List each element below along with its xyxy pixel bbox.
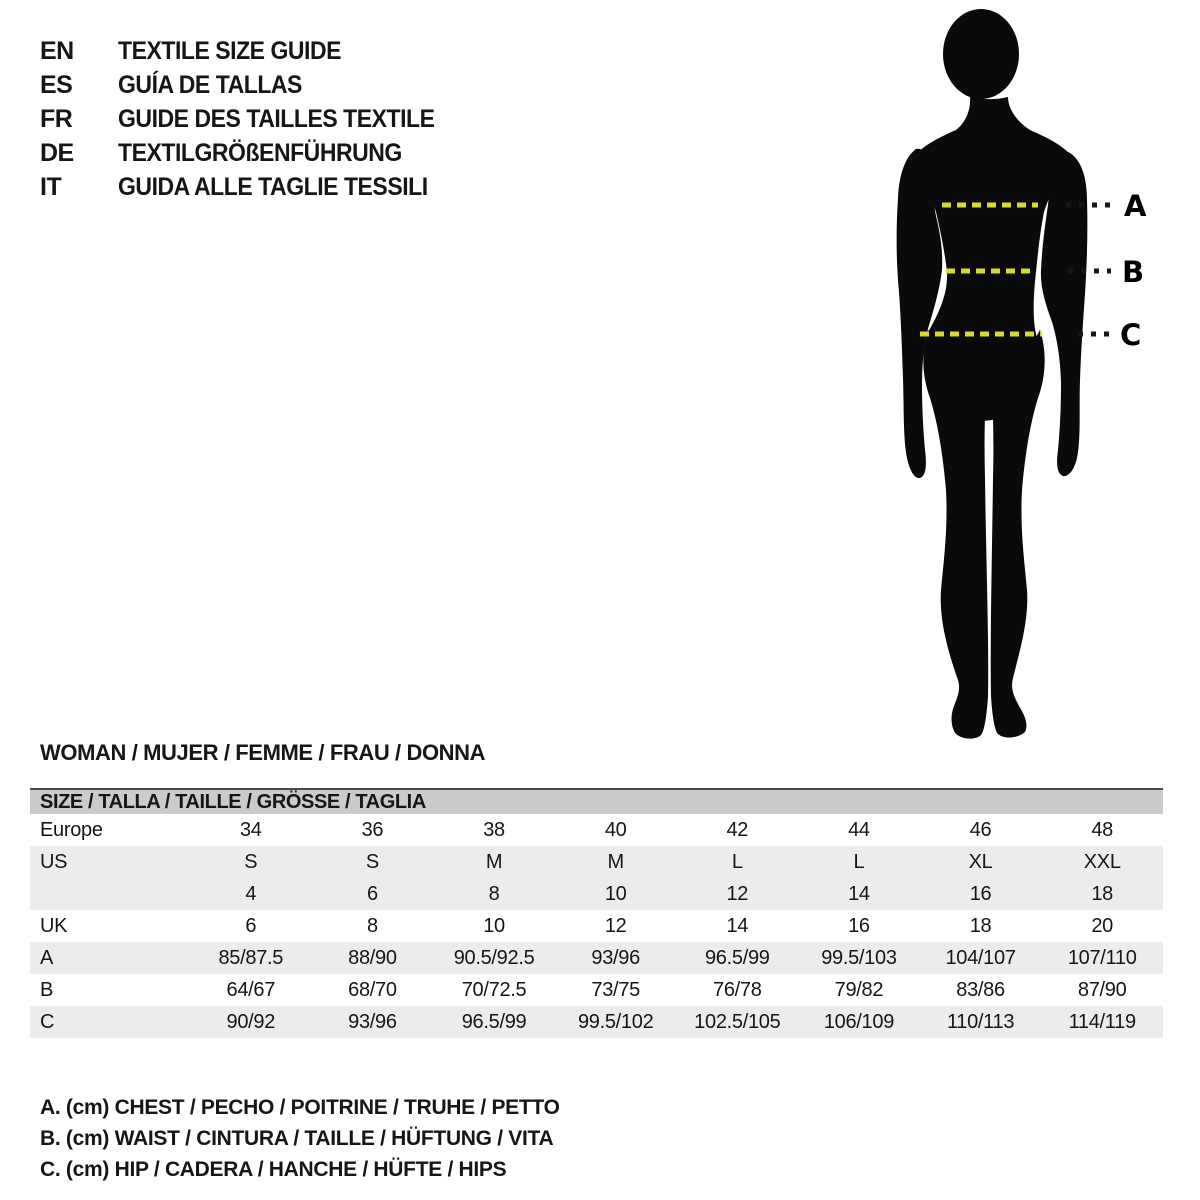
table-row: [30, 942, 1163, 974]
marker-label-a: A: [1124, 189, 1147, 223]
left-leg-shape: [923, 330, 988, 739]
table-row: [30, 878, 1163, 910]
legend-line: B. (cm) WAIST / CINTURA / TAILLE / HÜFTUNG / VITA: [40, 1127, 554, 1150]
row-label: Europe: [40, 819, 103, 841]
body-silhouette: [897, 9, 1088, 739]
size-cell: 6: [367, 883, 378, 905]
size-cell: 90.5/92.5: [453, 947, 535, 969]
size-cell: 4: [245, 883, 257, 905]
language-code-label: IT: [40, 173, 62, 201]
language-title: TEXTILGRÖßENFÜHRUNG: [118, 139, 402, 167]
language-code-label: DE: [40, 139, 74, 167]
size-cell: L: [853, 851, 865, 873]
size-cell: 14: [726, 915, 749, 937]
size-cell: 46: [969, 819, 992, 841]
marker-label-c: C: [1120, 318, 1142, 352]
row-label: C: [40, 1011, 55, 1033]
language-code-label: EN: [40, 37, 74, 65]
size-cell: 93/96: [591, 947, 640, 969]
size-cell: 83/86: [956, 979, 1005, 1001]
language-code-label: ES: [40, 71, 73, 99]
row-label: B: [40, 979, 54, 1001]
size-cell: 73/75: [591, 979, 640, 1001]
size-table-header: SIZE / TALLA / TAILLE / GRÖSSE / TAGLIA: [30, 788, 1163, 814]
head-shape: [943, 9, 1019, 99]
size-cell: 68/70: [348, 979, 397, 1001]
size-cell: 88/90: [348, 947, 397, 969]
size-cell: 10: [483, 915, 505, 937]
size-cell: 10: [604, 883, 627, 905]
size-cell: XL: [968, 851, 993, 873]
right-leg-shape: [991, 330, 1045, 738]
size-cell: 40: [604, 819, 627, 841]
size-cell: 85/87.5: [218, 947, 284, 969]
size-cell: S: [244, 851, 258, 873]
size-cell: M: [607, 851, 624, 873]
size-cell: 106/109: [823, 1011, 895, 1033]
language-title: GUIDA ALLE TAGLIE TESSILI: [118, 173, 428, 201]
title-line: [40, 102, 462, 136]
size-cell: 12: [726, 883, 749, 905]
size-cell: 44: [848, 819, 870, 841]
legend-line: A. (cm) CHEST / PECHO / POITRINE / TRUHE / PETTO: [40, 1096, 560, 1119]
size-cell: 102.5/105: [694, 1011, 781, 1033]
title-line: [40, 136, 462, 170]
language-code-label: FR: [40, 105, 73, 133]
language-title: GUÍA DE TALLAS: [118, 71, 302, 99]
size-cell: 18: [969, 915, 992, 937]
size-cell: 6: [245, 915, 257, 937]
marker-label-b: B: [1122, 255, 1145, 289]
size-cell: 34: [239, 819, 262, 841]
row-label: A: [40, 947, 54, 969]
size-cell: 99.5/103: [821, 947, 897, 969]
size-table: [30, 788, 1163, 1038]
row-label: UK: [40, 915, 68, 937]
table-row: [30, 974, 1163, 1006]
size-cell: 76/78: [713, 979, 762, 1001]
size-cell: 18: [1091, 883, 1114, 905]
figure-panel: [858, 0, 1200, 742]
size-cell: 93/96: [348, 1011, 397, 1033]
size-cell: 107/110: [1067, 947, 1137, 969]
size-cell: 36: [361, 819, 384, 841]
language-title: GUIDE DES TAILLES TEXTILE: [118, 105, 435, 133]
size-cell: 42: [726, 819, 749, 841]
size-cell: 8: [367, 915, 378, 937]
size-table-rows: [30, 814, 1163, 1038]
size-cell: 20: [1091, 915, 1114, 937]
title-line: [40, 170, 462, 204]
size-cell: 8: [488, 883, 500, 905]
table-row: [30, 846, 1163, 878]
size-cell: S: [365, 851, 379, 873]
size-cell: 79/82: [834, 979, 884, 1001]
title-line: [40, 34, 462, 68]
row-label: US: [40, 851, 68, 873]
size-cell: 99.5/102: [577, 1011, 654, 1033]
size-cell: M: [485, 851, 503, 873]
measurement-legend: [40, 1092, 560, 1185]
size-cell: 70/72.5: [461, 979, 527, 1001]
gender-heading: WOMAN / MUJER / FEMME / FRAU / DONNA: [40, 740, 486, 765]
size-cell: 90/92: [226, 1011, 276, 1033]
size-cell: L: [731, 851, 743, 873]
size-cell: 64/67: [226, 979, 276, 1001]
table-row: [30, 814, 1163, 846]
table-row: [30, 1006, 1163, 1038]
size-cell: 114/119: [1068, 1011, 1136, 1033]
size-cell: 12: [604, 915, 627, 937]
title-block: [40, 34, 462, 204]
size-cell: 96.5/99: [704, 947, 770, 969]
size-cell: 14: [848, 883, 870, 905]
size-cell: 110/113: [946, 1011, 1015, 1033]
size-cell: 16: [969, 883, 992, 905]
table-row: [30, 910, 1163, 942]
size-cell: 96.5/99: [461, 1011, 527, 1033]
title-line: [40, 68, 462, 102]
size-cell: 16: [848, 915, 870, 937]
row-label: [30, 878, 190, 910]
size-cell: 104/107: [945, 947, 1016, 969]
size-cell: 38: [483, 819, 505, 841]
language-title: TEXTILE SIZE GUIDE: [118, 37, 342, 65]
size-cell: 87/90: [1077, 979, 1127, 1001]
legend-line: C. (cm) HIP / CADERA / HANCHE / HÜFTE / HIPS: [40, 1158, 507, 1181]
size-cell: XXL: [1083, 851, 1121, 873]
size-cell: 48: [1091, 819, 1114, 841]
